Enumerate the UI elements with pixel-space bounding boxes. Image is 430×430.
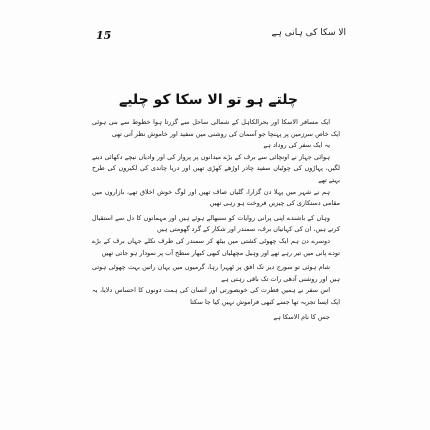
paragraph: یہ ایک سفر کی روداد ہے [263,141,330,150]
paragraph: وہاں کے باشندے اپنی پرانی روایات کو سنبھالے ہوئے ہیں اور مہمانوں کا دل سے استقبال کرتے ہیں، ان کی کہانیاں برف، سمندر اور شکار کے گرد گھومتی ہیں [92,213,340,234]
paragraph: ہوائی جہاز نے اونچائی سے برف کے بڑے میدانوں پر پرواز کی اور وادیاں نیچے دکھائی دینے لگیں، پہاڑوں کی چوٹیاں سفید چادر اوڑھے کھڑی تھیں اور دریا چاندی کی لکیروں کی طرح بہتے تھے [92,152,340,184]
paragraph: شام ہوئی تو سورج دیر تک افق پر ٹھہرا رہا، گرمیوں میں یہاں راتیں بہت چھوٹی ہوتی ہیں اور روشنی آدھی رات تک باقی رہتی ہے [92,263,340,283]
paragraph: اس سفر نے ہمیں فطرت کی خوبصورتی اور انسان کی ہمت دونوں کا احساس دلایا، یہ ایک ایسا تجربہ تھا جسے کبھی فراموش نہیں کیا جا سکتا [92,286,340,306]
paragraph: ہم نے شہر میں پہلا دن گزارا، گلیاں صاف تھیں اور لوگ خوش اخلاق تھے، بازاروں میں مقامی دستکاری کی چیزیں فروخت ہو رہی تھیں [92,187,340,208]
paragraph: جس کا نام الاسکا ہے [273,312,330,321]
running-head: الا سکا کی ہانی ہے [271,28,346,38]
chapter-title: چلتے ہو تو الا سکا کو چلیے [118,92,298,108]
page-header [88,27,346,47]
paragraph: ایک مسافر الاسکا اور بحرالکاہل کے شمالی ساحل سے گزرتا ہوا خطوط سے بنی ہوئی ایک خاص سرزمین پر پہنچا جو آسمان کی روشنی میں سفید اور خاموش نظر آتی تھی [92,118,340,138]
paragraph: دوسرے دن ہم ایک چھوٹی کشتی میں بیٹھ کر سمندر کی طرف نکلے جہاں برف کے بڑے تودے پانی میں تیر رہے تھے اور وہیل مچھلیاں کبھی کبھار سطح آب پر نمودار ہو جاتی تھیں [92,236,340,257]
body-text [92,117,340,323]
page-number: 15 [96,29,112,42]
